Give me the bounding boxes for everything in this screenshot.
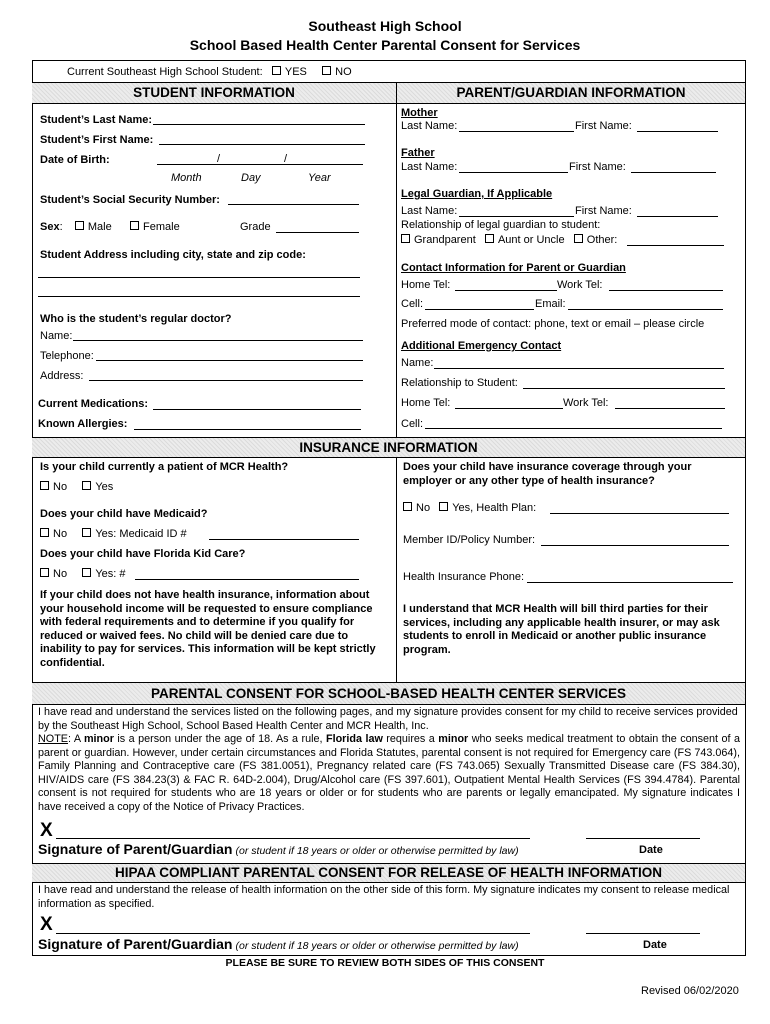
note-label: NOTE <box>38 733 68 745</box>
contact-work-tel-field[interactable] <box>609 290 723 291</box>
mcr-question: Is your child currently a patient of MCR Health? <box>40 461 289 473</box>
emergency-home-tel-field[interactable] <box>455 408 563 409</box>
doctor-telephone-label: Telephone: <box>40 350 94 362</box>
doctor-name-label: Name: <box>40 330 73 342</box>
contact-work-tel-label: Work Tel: <box>557 279 603 291</box>
billing-note: I understand that MCR Health will bill third parties for their services, including any applicable health insurer, or may ask students to enroll in Medicaid or another public insurance program. <box>403 603 720 656</box>
other-insurance-options <box>403 502 536 514</box>
emergency-cell-label: Cell: <box>401 418 424 430</box>
minor-term-2: minor <box>438 733 469 745</box>
hipaa-x-mark: X <box>40 914 53 935</box>
yes-checkbox[interactable] <box>272 66 281 75</box>
mother-first-name-label: First Name: <box>575 120 632 132</box>
father-last-name-field[interactable] <box>459 172 568 173</box>
aunt-uncle-label: Aunt or Uncle <box>497 234 565 246</box>
aunt-uncle-checkbox[interactable] <box>485 234 494 243</box>
doctor-address-field[interactable] <box>89 380 363 381</box>
health-plan-label: Yes, Health Plan: <box>452 502 537 514</box>
insurance-phone-field[interactable] <box>527 582 733 583</box>
consent-heading: PARENTAL CONSENT FOR SCHOOL-BASED HEALTH CENTER SERVICES <box>150 686 627 701</box>
mcr-no-label: No <box>53 481 68 493</box>
health-plan-field[interactable] <box>550 513 729 514</box>
female-label: Female <box>143 221 180 233</box>
no-label: NO <box>335 66 352 78</box>
mother-first-name-field[interactable] <box>637 131 718 132</box>
legal-guardian-heading: Legal Guardian, If Applicable <box>401 188 553 200</box>
emergency-relationship-label: Relationship to Student: <box>401 377 518 389</box>
grade-label: Grade <box>240 221 271 233</box>
insurance-heading: INSURANCE INFORMATION <box>299 440 478 455</box>
consent-signature-note: (or student if 18 years or older or otherwise permitted by law) <box>235 845 519 857</box>
revised-date: Revised 06/02/2020 <box>641 985 739 997</box>
kidcare-options <box>40 568 126 580</box>
allergies-field[interactable] <box>134 429 361 430</box>
student-address-line-2[interactable] <box>38 296 360 297</box>
student-info-heading: STUDENT INFORMATION <box>133 85 295 100</box>
dob-year-label: Year <box>308 172 331 184</box>
hipaa-heading: HIPAA COMPLIANT PARENTAL CONSENT FOR RELEASE OF HEALTH INFORMATION <box>115 865 662 880</box>
note-text-b: is a person under the age of 18. As a rule, <box>113 733 326 745</box>
emergency-work-tel-label: Work Tel: <box>563 397 609 409</box>
mcr-yes-label: Yes <box>95 481 114 493</box>
kidcare-id-field[interactable] <box>135 579 359 580</box>
emergency-name-label: Name: <box>401 357 434 369</box>
ssn-label: Student’s Social Security Number: <box>40 194 220 206</box>
other-insurance-yes-checkbox[interactable] <box>439 502 448 511</box>
doctor-name-field[interactable] <box>73 340 363 341</box>
mother-last-name-label: Last Name: <box>401 120 458 132</box>
consent-date-label: Date <box>639 844 663 856</box>
consent-paragraph: I have read and understand the services listed on the following pages, and my signature provides consent for my child to receive services provided by the Southeast High School, School Based Health Center and MCR Health, Inc. <box>38 706 738 732</box>
male-label: Male <box>87 221 112 233</box>
kidcare-question: Does your child have Florida Kid Care? <box>40 548 246 560</box>
form-title: School Based Health Center Parental Consent for Services <box>189 37 581 53</box>
hipaa-date-line[interactable] <box>586 933 700 934</box>
contact-home-tel-label: Home Tel: <box>401 279 451 291</box>
hipaa-date-label: Date <box>643 939 667 951</box>
emergency-contact-heading: Additional Emergency Contact <box>401 340 562 352</box>
mother-last-name-field[interactable] <box>459 131 574 132</box>
consent-signature-line[interactable] <box>56 838 530 839</box>
grandparent-checkbox[interactable] <box>401 234 410 243</box>
minor-term: minor <box>83 733 114 745</box>
member-id-field[interactable] <box>541 545 729 546</box>
florida-law-term: Florida law <box>325 733 383 745</box>
mother-heading: Mother <box>401 107 438 119</box>
kidcare-no-checkbox[interactable] <box>40 568 49 577</box>
father-heading: Father <box>401 147 435 159</box>
guardian-first-name-label: First Name: <box>575 205 632 217</box>
male-checkbox[interactable] <box>75 221 84 230</box>
emergency-work-tel-field[interactable] <box>615 408 725 409</box>
grade-field[interactable] <box>276 232 359 233</box>
mcr-no-checkbox[interactable] <box>40 481 49 490</box>
kidcare-yes-label: Yes: # <box>95 568 126 580</box>
hipaa-signature-caption <box>38 936 519 952</box>
yes-label: YES <box>284 66 307 78</box>
no-checkbox[interactable] <box>322 66 331 75</box>
emergency-name-field[interactable] <box>434 368 724 369</box>
contact-email-label: Email: <box>535 298 566 310</box>
consent-signature-label: Signature of Parent/Guardian <box>38 841 233 857</box>
guardian-relationship-options <box>401 234 617 246</box>
consent-date-line[interactable] <box>586 838 700 839</box>
student-address-label: Student Address including city, state and zip code: <box>40 249 306 261</box>
consent-note-paragraph <box>38 733 740 815</box>
preferred-contact-text: Preferred mode of contact: phone, text or email – please circle <box>401 318 705 330</box>
other-label: Other: <box>586 234 618 246</box>
student-last-name-label: Student’s Last Name: <box>40 114 153 126</box>
dob-slash-2: / <box>284 153 288 165</box>
contact-info-heading: Contact Information for Parent or Guardian <box>401 262 626 274</box>
review-notice: PLEASE BE SURE TO REVIEW BOTH SIDES OF THIS CONSENT <box>225 957 545 969</box>
sex-label: Sex <box>40 221 60 233</box>
guardian-last-name-label: Last Name: <box>401 205 458 217</box>
contact-cell-field[interactable] <box>425 309 534 310</box>
no-insurance-note: If your child does not have health insurance, information about your household income will be requested to ensure compliance with federal requirements and to determine if you qualify for reduced or waived fees. No child will be denied care due to inability to pay for services. This information will be kept strictly confidential. <box>40 589 376 669</box>
school-title: Southeast High School <box>308 18 462 34</box>
note-text-d: who seeks medical treatment to obtain the consent of a parent or guardian. However, under certain circumstances and Florida Statutes, parental consent is not required for Emergency care (FS 743.064), Family Planning and Contraceptive care (FS 381.0051), Pregnancy related care (FS 743.065) Sexually Transmitted Disease care (FS 384.30), HIV/AIDS care (FS 384.23(3) & FAC R. 64D-2.004), Drug/Alcohol care (FS 397.601), Outpatient Mental Health Services (FS 394.4784). Parental consent is not required for students who are 18 years or older or for students who are parents or legally emancipated. My signature indicates I have received a copy of the Notice of Privacy Practices. <box>38 733 740 813</box>
ssn-field[interactable] <box>228 204 359 205</box>
medicaid-no-checkbox[interactable] <box>40 528 49 537</box>
doctor-question: Who is the student’s regular doctor? <box>40 313 232 325</box>
doctor-telephone-field[interactable] <box>96 360 363 361</box>
hipaa-signature-note: (or student if 18 years or older or otherwise permitted by law) <box>235 940 519 952</box>
other-checkbox[interactable] <box>574 234 583 243</box>
female-checkbox[interactable] <box>130 221 139 230</box>
emergency-home-tel-label: Home Tel: <box>401 397 451 409</box>
medicaid-yes-label: Yes: Medicaid ID # <box>95 528 187 540</box>
medicaid-yes-checkbox[interactable] <box>82 528 91 537</box>
current-student-label: Current Southeast High School Student: <box>67 66 263 78</box>
guardian-last-name-field[interactable] <box>459 216 574 217</box>
insurance-divider <box>396 457 397 682</box>
kidcare-no-label: No <box>53 568 68 580</box>
medicaid-no-label: No <box>53 528 68 540</box>
dob-label: Date of Birth: <box>40 154 110 166</box>
grandparent-label: Grandparent <box>414 234 476 246</box>
dob-day-label: Day <box>241 172 261 184</box>
emergency-relationship-field[interactable] <box>523 388 725 389</box>
other-relationship-field[interactable] <box>627 245 724 246</box>
kidcare-yes-checkbox[interactable] <box>82 568 91 577</box>
hipaa-paragraph: I have read and understand the release of health information on the other side of this form. My signature indicates my consent to release medical information as specified. <box>38 884 730 910</box>
dob-slash-1: / <box>217 153 221 165</box>
mcr-yes-checkbox[interactable] <box>82 481 91 490</box>
contact-home-tel-field[interactable] <box>455 290 557 291</box>
hipaa-signature-line[interactable] <box>56 933 530 934</box>
medications-field[interactable] <box>153 409 361 410</box>
insurance-phone-label: Health Insurance Phone: <box>403 571 525 583</box>
contact-cell-label: Cell: <box>401 298 424 310</box>
parent-info-heading: PARENT/GUARDIAN INFORMATION <box>456 85 686 100</box>
sex-row: Sex: Male Female <box>40 221 180 233</box>
mcr-options <box>40 481 113 493</box>
medicaid-options <box>40 528 187 540</box>
note-text-a: : A <box>68 733 84 745</box>
father-first-name-label: First Name: <box>569 161 626 173</box>
consent-signature-caption <box>38 841 519 857</box>
medicaid-id-field[interactable] <box>209 539 359 540</box>
medications-label: Current Medications: <box>38 398 149 410</box>
student-last-name-field[interactable] <box>153 124 365 125</box>
hipaa-signature-label: Signature of Parent/Guardian <box>38 936 233 952</box>
medicaid-question: Does your child have Medicaid? <box>40 508 208 520</box>
guardian-relationship-label: Relationship of legal guardian to student: <box>401 219 601 231</box>
allergies-label: Known Allergies: <box>38 418 128 430</box>
other-insurance-no-label: No <box>416 502 431 514</box>
dob-month-label: Month <box>171 172 202 184</box>
student-first-name-field[interactable] <box>159 144 365 145</box>
father-first-name-field[interactable] <box>631 172 716 173</box>
member-id-label: Member ID/Policy Number: <box>403 534 536 546</box>
doctor-address-label: Address: <box>40 370 84 382</box>
contact-email-field[interactable] <box>568 309 723 310</box>
dob-field[interactable] <box>157 164 363 165</box>
other-insurance-question: Does your child have insurance coverage through your employer or any other type of health insurance? <box>403 461 692 487</box>
student-address-line-1[interactable] <box>38 277 360 278</box>
student-first-name-label: Student’s First Name: <box>40 134 154 146</box>
note-text-c: requires a <box>382 733 439 745</box>
column-divider <box>396 102 397 437</box>
other-insurance-no-checkbox[interactable] <box>403 502 412 511</box>
current-student-row <box>67 66 352 78</box>
consent-x-mark: X <box>40 820 53 841</box>
emergency-cell-field[interactable] <box>425 428 722 429</box>
guardian-first-name-field[interactable] <box>637 216 718 217</box>
father-last-name-label: Last Name: <box>401 161 458 173</box>
